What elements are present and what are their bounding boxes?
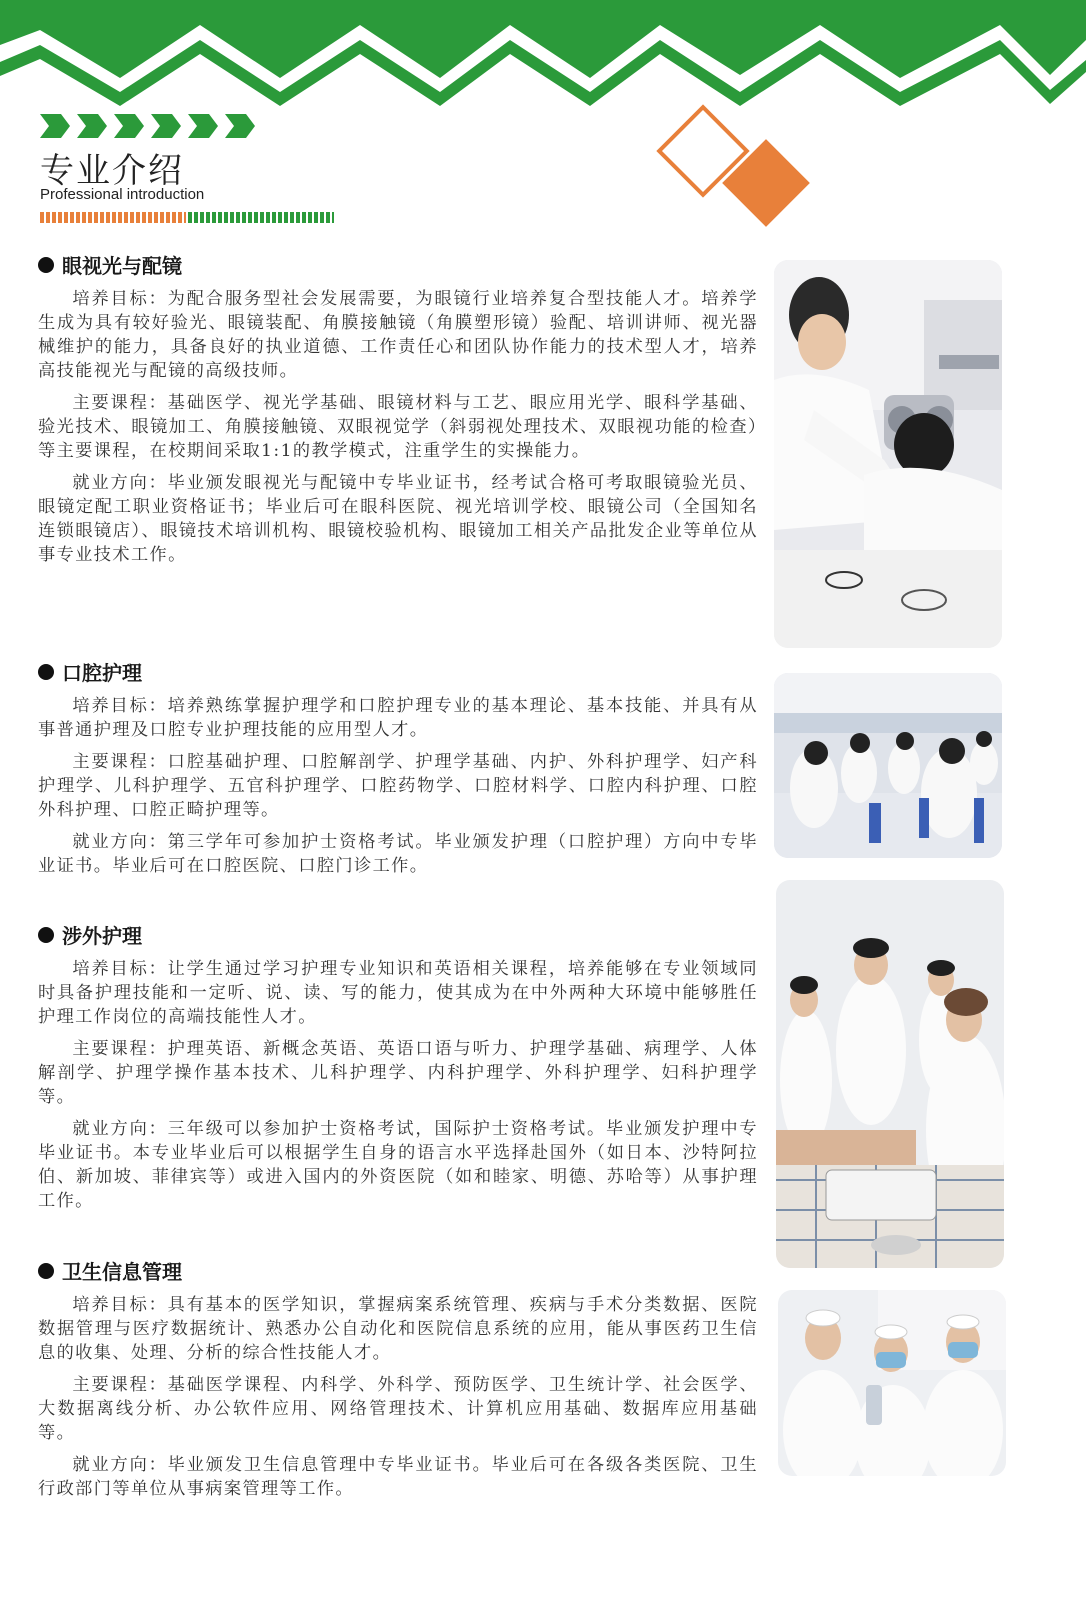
section-title: 口腔护理 (62, 663, 142, 685)
bullet-icon (38, 664, 54, 680)
page-subtitle: Professional introduction (40, 186, 205, 203)
paragraph-career: 就业方向：毕业颁发卫生信息管理中专毕业证书。毕业后可在各级各类医院、卫生行政部门等单位从事病案管理等工作。 (38, 1455, 758, 1499)
section-health-info (38, 1256, 758, 1509)
paragraph-courses: 主要课程：基础医学、视光学基础、眼镜材料与工艺、眼应用光学、眼科学基础、验光技术、眼镜加工、角膜接触镜、双眼视觉学（斜弱视处理技术、双眼视功能的检查）等主要课程，在校期间采取1:1的教学模式，注重学生的实操能力。 (38, 393, 758, 461)
section-title: 卫生信息管理 (62, 1262, 182, 1284)
title-underline-orange (40, 212, 186, 223)
chevron-arrows-icon (40, 114, 255, 138)
page-title: 专业介绍 (40, 151, 184, 191)
bullet-icon (38, 1263, 54, 1279)
section-title: 眼视光与配镜 (62, 256, 182, 278)
paragraph-career: 就业方向：第三学年可参加护士资格考试。毕业颁发护理（口腔护理）方向中专毕业证书。毕业后可在口腔医院、口腔门诊工作。 (38, 832, 758, 876)
bullet-icon (38, 927, 54, 943)
section-foreign-nursing (38, 920, 758, 1221)
paragraph-career: 就业方向：毕业颁发眼视光与配镜中专毕业证书，经考试合格可考取眼镜验光员、眼镜定配工职业资格证书；毕业后可在眼科医院、视光培训学校、眼镜公司（全国知名连锁眼镜店）、眼镜技术培训机构、眼镜校验机构、眼镜加工相关产品批发企业等单位从事专业技术工作。 (38, 473, 758, 565)
paragraph-courses: 主要课程：基础医学课程、内科学、外科学、预防医学、卫生统计学、社会医学、大数据离线分析、办公软件应用、网络管理技术、计算机应用基础、数据库应用基础等。 (38, 1375, 758, 1443)
paragraph-goal: 培养目标：为配合服务型社会发展需要，为眼镜行业培养复合型技能人才。培养学生成为具有较好验光、眼镜装配、角膜接触镜（角膜塑形镜）验配、培训讲师、视光器械维护的能力，具备良好的执业道德、工作责任心和团队协作能力的技术型人才，培养高技能视光与配镜的高级技师。 (38, 289, 758, 381)
photo-nurses (778, 1290, 1006, 1476)
top-zigzag-banner (0, 0, 1086, 110)
section-heading (38, 250, 758, 279)
paragraph-goal: 培养目标：让学生通过学习护理专业知识和英语相关课程，培养能够在专业领域同时具备护理技能和一定听、说、读、写的能力，使其成为在中外两种大环境中能够胜任护理工作岗位的高端技能性人才。 (38, 959, 758, 1027)
section-heading (38, 1256, 758, 1285)
paragraph-courses: 主要课程：护理英语、新概念英语、英语口语与听力、护理学基础、病理学、人体解剖学、护理学操作基本技术、儿科护理学、内科护理学、外科护理学、妇科护理学等。 (38, 1039, 758, 1107)
section-oral-nursing (38, 657, 758, 886)
paragraph-career: 就业方向：三年级可以参加护士资格考试，国际护士资格考试。毕业颁发护理中专毕业证书。本专业毕业后可以根据学生自身的语言水平选择赴国外（如日本、沙特阿拉伯、新加坡、菲律宾等）或进入国内的外资医院（如和睦家、明德、苏哈等）从事护理工作。 (38, 1119, 758, 1211)
bullet-icon (38, 257, 54, 273)
photo-nursing-practice (776, 880, 1004, 1268)
section-heading (38, 920, 758, 949)
photo-dental-lab (774, 673, 1002, 858)
section-heading (38, 657, 758, 686)
paragraph-goal: 培养目标：具有基本的医学知识，掌握病案系统管理、疾病与手术分类数据、医院数据管理与医疗数据统计、熟悉办公自动化和医院信息系统的应用，能从事医药卫生信息的收集、处理、分析的综合性技能人才。 (38, 1295, 758, 1363)
section-optometry (38, 250, 758, 575)
paragraph-goal: 培养目标：培养熟练掌握护理学和口腔护理专业的基本理论、基本技能、并具有从事普通护理及口腔专业护理技能的应用型人才。 (38, 696, 758, 740)
section-title: 涉外护理 (62, 926, 142, 948)
diamond-decoration-icon (650, 100, 820, 240)
paragraph-courses: 主要课程：口腔基础护理、口腔解剖学、护理学基础、内护、外科护理学、妇产科护理学、儿科护理学、五官科护理学、口腔药物学、口腔材料学、口腔内科护理、口腔外科护理、口腔正畸护理等。 (38, 752, 758, 820)
title-underline-green (188, 212, 334, 223)
photo-eye-examination (774, 260, 1002, 648)
